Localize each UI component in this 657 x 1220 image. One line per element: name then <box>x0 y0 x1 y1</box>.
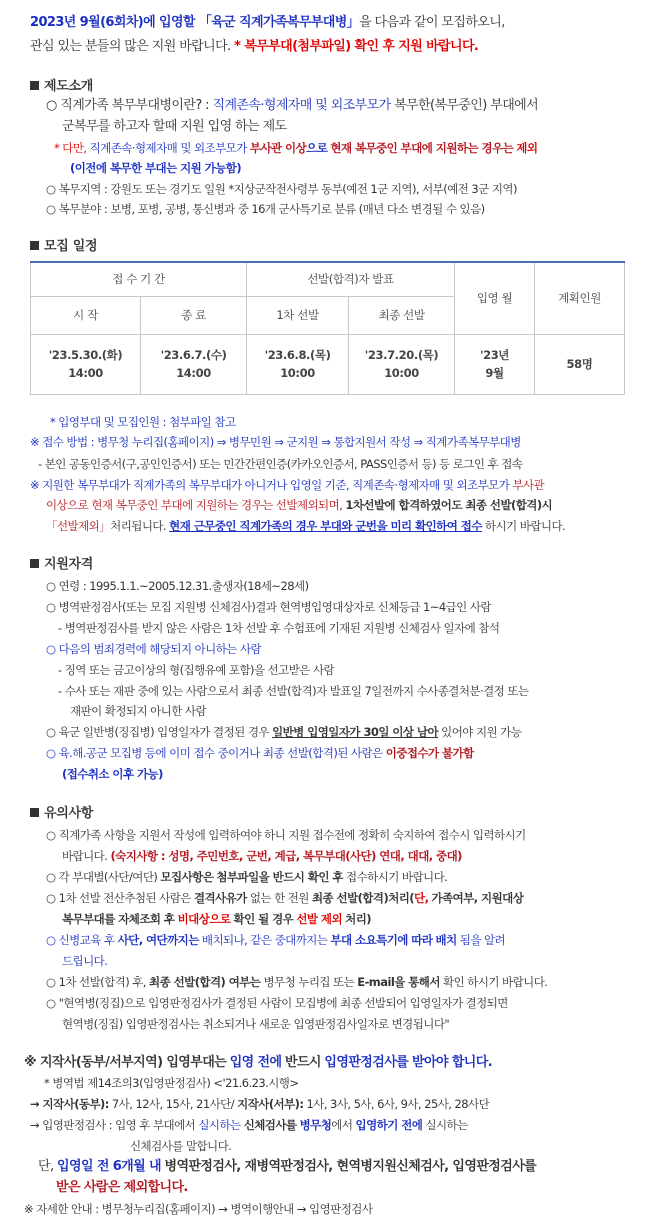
s1-note-current: 현재 복무중인 부대에 지원하는 경우는 <box>330 141 514 155</box>
intro-line-1 <box>30 14 505 32</box>
cell-plan: 58명 <box>535 334 625 394</box>
header-announce: 선발(합격)자 발표 <box>247 262 455 296</box>
s2-note-1: * 입영부대 및 모집인원 : 첨부파일 참고 <box>50 415 236 429</box>
header-plan: 계획인원 <box>535 262 625 334</box>
header-final: 최종 선발 <box>349 296 455 334</box>
square-bullet-icon <box>30 808 39 817</box>
header-entry: 입영 월 <box>455 262 535 334</box>
s1-note-label: * 다만, <box>54 141 87 155</box>
s5-line-8: ※ 자세한 안내 : 병무청누리집(홈페이지) → 병역이행안내 → 입영판정검사 <box>24 1202 373 1216</box>
s1-line-5: ○ 복무지역 : 강원도 또는 경기도 일원 *지상군작전사령부 동부(예전 1군 지역), 서부(예전 3군 지역) <box>46 182 517 196</box>
s3-line-9: ○ 육.해.공군 모집병 등에 이미 접수 중이거나 최종 선발(합격)된 사람은 이중접수가 불가함 <box>46 746 474 760</box>
cell-final: '23.7.20.(목) 10:00 <box>349 334 455 394</box>
s1-note-particle: 으로 <box>306 141 328 155</box>
s1-line-2: 군복무를 하고자 할때 지원 입영 하는 제도 <box>62 119 287 134</box>
cell-entry: '23년 9월 <box>455 334 535 394</box>
section-title-schedule <box>30 239 97 255</box>
s1-line-1 <box>46 97 538 115</box>
header-start: 시 작 <box>31 296 141 334</box>
s5-line-4: → 입영판정검사 : 입영 후 부대에서 실시하는 신체검사를 병무청에서 입영하기 전에 실시하는 <box>30 1118 468 1132</box>
intro-text-2: 관심 있는 분들의 많은 지원 바랍니다. <box>30 39 231 54</box>
square-bullet-icon <box>30 81 39 90</box>
s1-line-3 <box>54 140 537 156</box>
s4-line-9: ○ "현역병(징집)으로 입영판정검사가 결정된 사람이 모집병에 최종 선발되어 입영일자가 결정되면 <box>46 996 508 1010</box>
section-title-text: 지원자격 <box>44 557 94 572</box>
table-row <box>31 262 625 296</box>
s3-line-1: ○ 연령 : 1995.1.1.~2005.12.31.출생자(18세~28세) <box>46 579 309 593</box>
square-bullet-icon <box>30 559 39 568</box>
s1-def-label: ○ 직계가족 복무부대병이란? : <box>46 98 209 113</box>
square-bullet-icon <box>30 241 39 250</box>
s4-line-2: 바랍니다. (숙지사항 : 성명, 주민번호, 군번, 계급, 복무부대(사단) 연대, 대대, 중대) <box>62 849 462 863</box>
s5-line-1: ※ 지작사(동부/서부지역) 입영부대는 입영 전에 반드시 입영판정검사를 받아야 합니다. <box>24 1055 493 1070</box>
section-title-system <box>30 79 93 95</box>
s3-line-3: - 병역판정검사를 받지 않은 사람은 1차 선발 후 수험표에 기재된 지원병 신체검사 일자에 참석 <box>58 621 500 635</box>
intro-warning: * 복무부대(첨부파일) 확인 후 지원 바랍니다. <box>234 39 479 54</box>
intro-text: 을 다음과 같이 모집하오니, <box>359 15 505 30</box>
schedule-table <box>30 261 625 395</box>
section-title-text: 유의사항 <box>44 806 94 821</box>
s5-line-6: 단, 입영일 전 6개월 내 병역판정검사, 재병역판정검사, 현역병지원신체검사, 입영판정검사를 <box>38 1159 537 1174</box>
s4-line-3: ○ 각 부대별(사단/여단) 모집사항은 첨부파일을 반드시 확인 후 접수하시기 바랍니다. <box>46 870 448 884</box>
s1-note-rank: 부사관 이상 <box>249 141 307 155</box>
s3-line-6: - 수사 또는 재판 중에 있는 사람으로서 최종 선발(합격)자 발표일 7일전까지 수사종결처분·결정 또는 <box>58 684 529 698</box>
s2-note-6: 「선발제외」처리됩니다. 현재 근무중인 직계가족의 경우 부대와 군번을 미리 확인하여 접수 하시기 바랍니다. <box>46 519 566 533</box>
s2-note-5: 이상으로 현재 복무중인 부대에 지원하는 경우는 선발제외되며, 1차선발에 합격하였어도 최종 선발(합격)시 <box>46 498 553 512</box>
s3-line-5: - 징역 또는 금고이상의 형(집행유예 포함)을 선고받은 사람 <box>58 663 335 677</box>
s2-note-3: - 본인 공동인증서(구,공인인증서) 또는 민간간편인증(카카오인증서, PASS인증서 등) 등 로그인 후 접속 <box>38 457 523 471</box>
s4-line-10: 현역병(징집) 입영판정검사는 취소되거나 새로운 입영판정검사일자로 변경됩니다" <box>62 1017 450 1031</box>
s4-line-5: 복무부대를 자체조회 후 비대상으로 확인 될 경우 선발 제외 처리) <box>62 912 371 926</box>
s1-def-highlight: 직계존속·형제자매 및 외조부모가 <box>212 98 391 113</box>
cell-start: '23.5.30.(화) 14:00 <box>31 334 141 394</box>
s4-line-8: ○ 1차 선발(합격) 후, 최종 선발(합격) 여부는 병무청 누리집 또는 E-mail을 통해서 확인 하시기 바랍니다. <box>46 975 548 989</box>
intro-line-2 <box>30 38 478 56</box>
s2-note-4: ※ 지원한 복무부대가 직계가족의 복무부대가 아니거나 입영일 기준, 직계존속·형제자매 및 외조부모가 부사관 <box>30 478 545 492</box>
s3-line-7: 재판이 확정되지 아니한 사람 <box>70 704 207 718</box>
s1-note-exclude: 제외 <box>516 141 538 155</box>
s3-line-2: ○ 병역판정검사(또는 모집 지원병 신체검사)결과 현역병입영대상자로 신체등급 1~4급인 사람 <box>46 600 491 614</box>
section-title-eligibility <box>30 557 93 573</box>
header-period: 접 수 기 간 <box>31 262 247 296</box>
s3-line-10: (접수취소 이후 가능) <box>62 767 163 781</box>
s4-line-4: ○ 1차 선발 전산추첨된 사람은 결격사유가 없는 한 전원 최종 선발(합격)처리(단, 가족여부, 지원대상 <box>46 891 524 905</box>
s4-line-1: ○ 직계가족 사항을 지원서 작성에 입력하여야 하니 지원 접수전에 정확히 숙지하여 접수시 입력하시기 <box>46 828 526 842</box>
s5-line-2: * 병역법 제14조의3(입영판정검사) <'21.6.23.시행> <box>44 1076 299 1090</box>
s5-line-7: 받은 사람은 제외합니다. <box>56 1180 188 1195</box>
section-title-text: 모집 일정 <box>44 239 98 254</box>
s2-note-2: ※ 접수 방법 : 병무청 누리집(홈페이지) ⇒ 병무민원 ⇒ 군지원 ⇒ 통합지원서 작성 ⇒ 직계가족복무부대병 <box>30 435 521 449</box>
s4-line-7: 드립니다. <box>62 954 108 968</box>
s3-line-4: ○ 다음의 범죄경력에 해당되지 아니하는 사람 <box>46 642 262 656</box>
table-row <box>31 334 625 394</box>
header-end: 종 료 <box>141 296 247 334</box>
section-title-text: 제도소개 <box>44 79 94 94</box>
s5-line-5: 신체검사를 말합니다. <box>130 1139 232 1153</box>
intro-highlight: 2023년 9월(6회차)에 입영할 「육군 직계가족복무부대병」 <box>30 15 360 30</box>
section-title-notes <box>30 806 93 822</box>
s5-line-3: → 지작사(동부): 7사, 12사, 15사, 21사단/ 지작사(서부): 1사, 3사, 5사, 6사, 9사, 25사, 28사단 <box>30 1097 490 1111</box>
cell-first: '23.6.8.(목) 10:00 <box>247 334 349 394</box>
s1-line-4: (이전에 복무한 부대는 지원 가능함) <box>70 161 242 175</box>
header-first: 1차 선발 <box>247 296 349 334</box>
s1-line-6: ○ 복무분야 : 보병, 포병, 공병, 통신병과 중 16개 군사특기로 분류 (매년 다소 변경될 수 있음) <box>46 202 485 216</box>
s3-line-8: ○ 육군 일반병(징집병) 입영일자가 결정된 경우 일반병 입영일자가 30일 이상 남아 있어야 지원 가능 <box>46 725 522 739</box>
s1-note-blue: 직계존속·형제자매 및 외조부모가 <box>89 141 247 155</box>
s4-line-6: ○ 신병교육 후 사단, 여단까지는 배치되나, 같은 중대까지는 부대 소요특기에 따라 배치 됨을 알려 <box>46 933 506 947</box>
cell-end: '23.6.7.(수) 14:00 <box>141 334 247 394</box>
s1-def-text: 복무한(복무중인) 부대에서 <box>394 98 539 113</box>
